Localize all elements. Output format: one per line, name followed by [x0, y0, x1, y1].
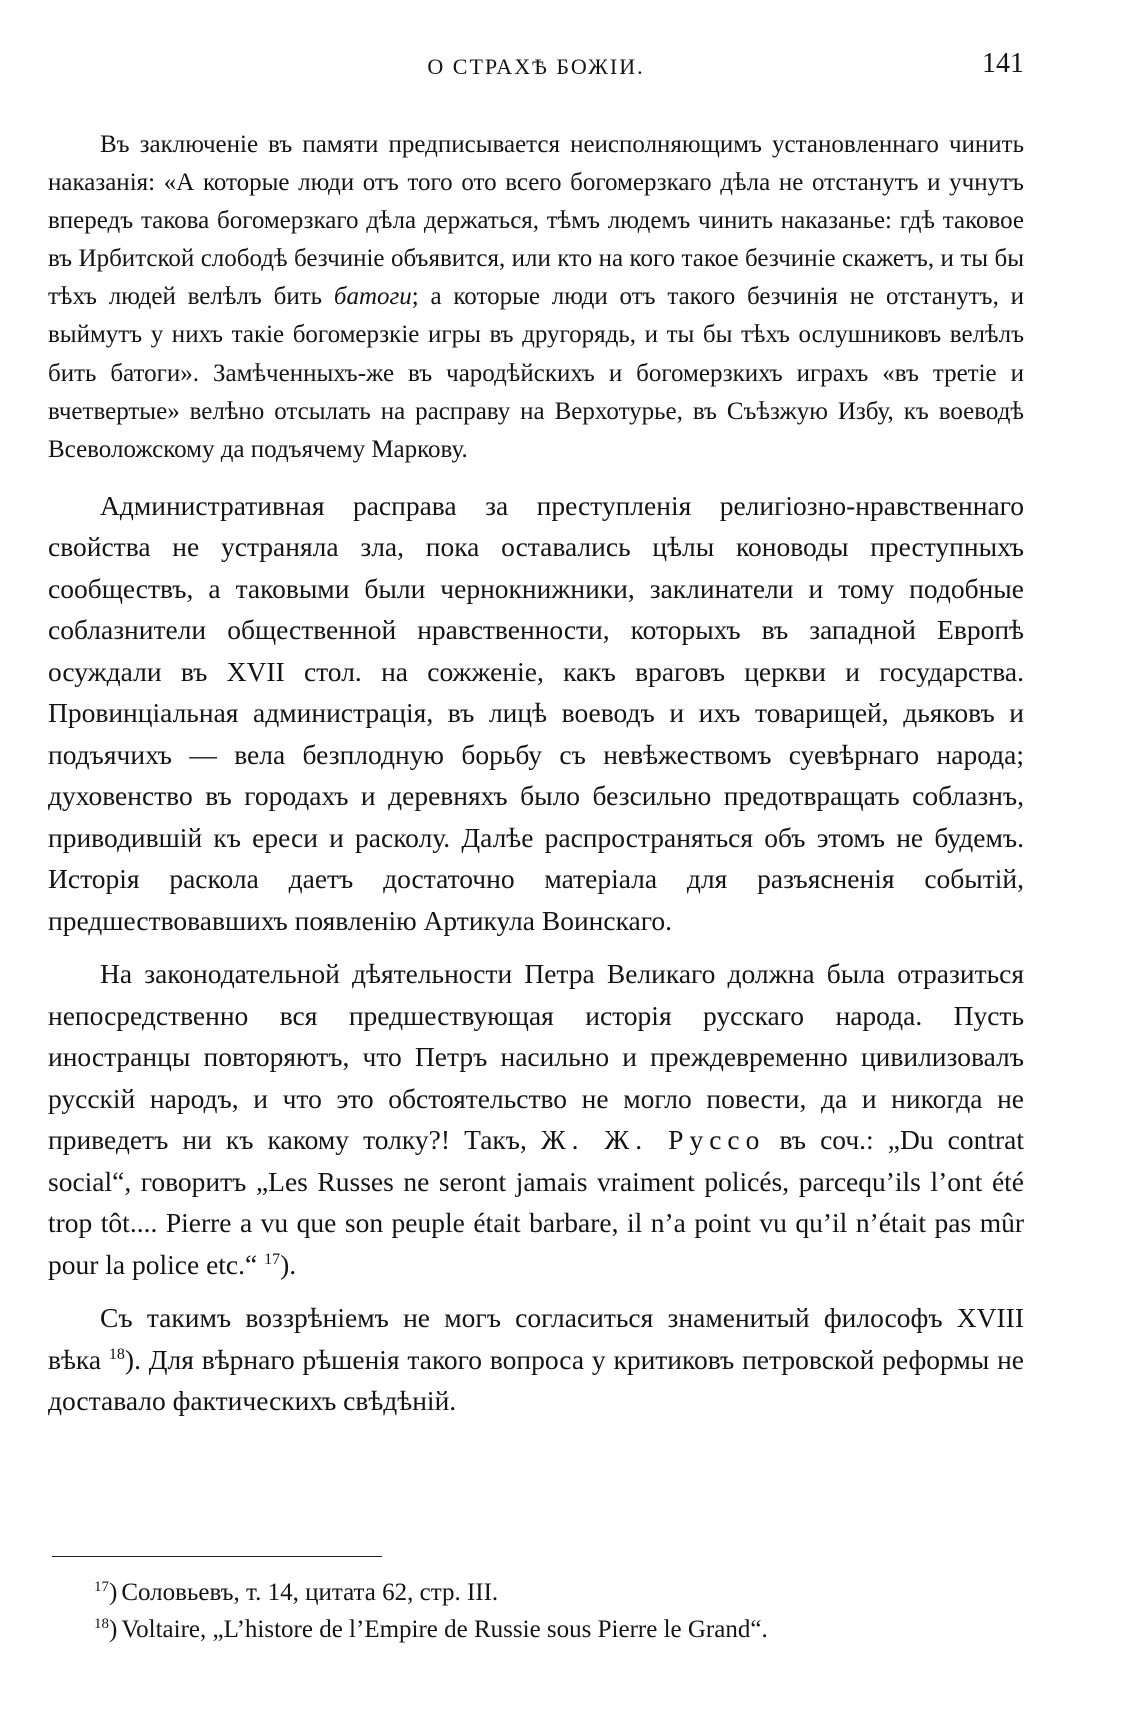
paragraph-peter-legislation — [48, 953, 1024, 1285]
paragraph-3-text-a: На законодательной дѣятельности Петра Великаго должна была отразиться непосредственно вся предшествующая исторія русскаго народа. Пусть иностранцы повторяютъ, что Петръ насильно и преждевременно цивилизовалъ русскій народъ, и что это обстоятельство не могло повести, да и никогда не приведетъ ни къ какому толку?! Такъ, — [48, 958, 1024, 1156]
footnote-text: Voltaire, „L’histore de l’Empire de Russie sous Pierre le Grand“. — [121, 1616, 768, 1643]
footnote-mark-paren: ) — [109, 1579, 118, 1606]
footnote-17 — [94, 1574, 1024, 1611]
footnote-ref-17[interactable]: 17 — [264, 1250, 281, 1268]
footnote-mark: 18 — [94, 1616, 109, 1632]
main-text — [48, 126, 1024, 1422]
running-head — [48, 48, 1024, 88]
footnote-mark: 17 — [94, 1579, 109, 1595]
rousseau-name: Ж. Ж. Руссо — [540, 1124, 766, 1156]
footnote-divider — [52, 1556, 382, 1557]
footnote-text: Соловьевъ, т. 14, цитата 62, стр. III. — [121, 1579, 499, 1606]
page-number: 141 — [982, 48, 1024, 79]
footnote-mark-paren: ) — [109, 1616, 118, 1643]
running-title: О СТРАХѢ БОЖІИ. — [427, 54, 645, 79]
paragraph-decree-quote — [48, 126, 1024, 469]
footnotes — [94, 1574, 1024, 1648]
footnote-18 — [94, 1611, 1024, 1648]
paragraph-3-text-b: въ соч.: „Du contrat social“, говоритъ „Les Russes ne seront jamais vraiment policés, parcequ’ils l’ont été trop tôt.... Pierre a vu que son peuple était barbare, il n’a point vu qu’il n’était pas mûr pour la police etc.“ — [48, 1124, 1024, 1280]
paragraph-4-text-a: Съ такимъ воззрѣніемъ не могъ согласиться знаменитый философъ XVIII вѣка — [48, 1302, 1024, 1375]
paragraph-1-text-a: Въ заключеніе въ памяти предписывается неисполняющимъ установленнаго чинить наказанія: «А которые люди отъ того ото всего богомерзкаго дѣла не отстанутъ и учнутъ впередъ такова богомерзкаго дѣла держаться, тѣмъ людемъ чинить наказанье: гдѣ таковое въ Ирбитской слободѣ безчиніе объявится, или кто на кого такое безчиніе скажетъ, и ты бы тѣхъ людей велѣлъ бить — [48, 131, 1024, 311]
paragraph-1-text-b: ; а которые люди отъ такого безчинія не отстанутъ, и выймутъ у нихъ такіе богомерзкіе игры въ другорядь, и ты бы тѣхъ ослушниковъ велѣлъ бить батоги». Замѣченныхъ-же въ чародѣйскихъ и богомерзкихъ играхъ «въ третіе и вчетвертые» велѣно отсылать на расправу на Верхотурье, въ Съѣзжую Избу, къ воеводѣ Всеволожскому да подъячему Маркову. — [48, 283, 1024, 463]
paragraph-administrative-punishment: Административная расправа за преступленія религіозно-нравственнаго свойства не устраняла зла, пока оставались цѣлы коноводы преступныхъ сообществъ, а таковыми были чернокнижники, заклинатели и тому подобные соблазнители общественной нравственности, которыхъ въ западной Европѣ осуждали въ XVII стол. на сожженіе, какъ враговъ церкви и государства. Провинціальная администрація, въ лицѣ воеводъ и ихъ товарищей, дьяковъ и подъячихъ — вела безплодную борьбу съ невѣжествомъ суевѣрнаго народа; духовенство въ городахъ и деревняхъ было безсильно предотвращать соблазнъ, приводившій къ ереси и расколу. Далѣе распространяться объ этомъ не будемъ. Исторія раскола даетъ достаточно матеріала для разъясненія событій, предшествовавшихъ появленію Артикула Воинскаго. — [48, 489, 1024, 936]
paragraph-1-italic-word: батоги — [333, 283, 412, 311]
paragraph-4-text-b: ). Для вѣрнаго рѣшенія такого вопроса у критиковъ петровской реформы не доставало фактическихъ свѣдѣній. — [48, 1343, 1024, 1417]
paragraph-voltaire-view — [48, 1297, 1024, 1422]
footnote-ref-18[interactable]: 18 — [108, 1345, 125, 1363]
paragraph-3-text-end: ). — [280, 1248, 297, 1280]
